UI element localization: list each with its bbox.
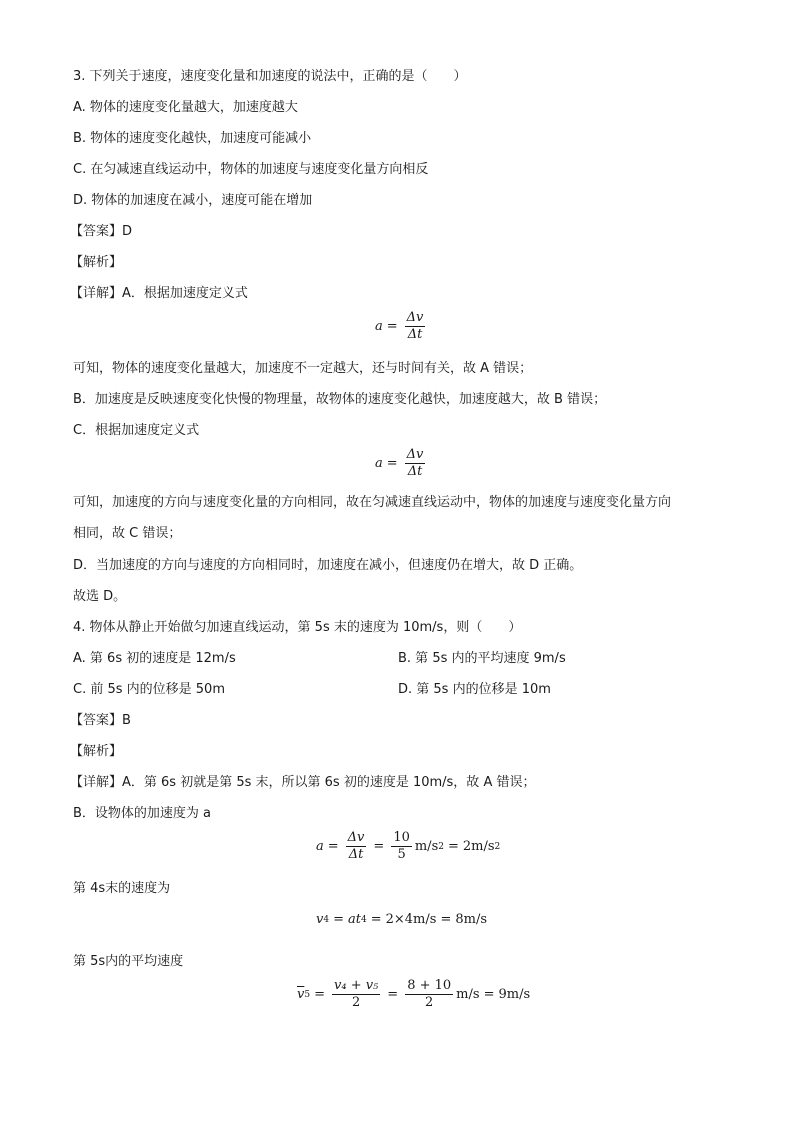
q3-detail-d: D．当加速度的方向与速度的方向相同时，加速度在减小，但速度仍在增大，故 D 正确。 — [73, 558, 583, 573]
formula-accel-def-2: a = $\frac{\Delta v}{\Delta t}$ — [375, 447, 424, 479]
formula-accel-def-1: a = $\frac{\Delta v}{\Delta t}$ — [375, 310, 424, 342]
formula-v4: v 4 = at 4 = 2×4m/s = 8m/s — [316, 912, 488, 927]
q3-answer: 【答案】D — [70, 224, 133, 239]
q3-conclude-c-line1: 可知，加速度的方向与速度变化量的方向相同，故在匀减速直线运动中，物体的加速度与速度变化量方向 — [73, 495, 672, 510]
q3-stem: 3. 下列关于速度，速度变化量和加速度的说法中，正确的是（ ） — [73, 69, 467, 84]
q4-analysis-label: 【解析】 — [70, 744, 123, 759]
q4-text-v4: 第 4s末的速度为 — [73, 881, 171, 896]
q4-detail-b: B．设物体的加速度为 a — [73, 806, 212, 821]
q4-option-c: C. 前 5s 内的位移是 50m — [73, 682, 225, 697]
q4-stem: 4. 物体从静止开始做匀加速直线运动，第 5s 末的速度为 10m/s，则（ ） — [73, 620, 522, 635]
q4-option-d: D. 第 5s 内的位移是 10m — [398, 682, 551, 697]
q4-detail-a: 【详解】A．第 6s 初就是第 5s 末，所以第 6s 初的速度是 10m/s，故 A 错误； — [70, 775, 536, 790]
formula-accel-calc: a = $\frac{\Delta v}{\Delta t}$ = $\frac{10}{5}$ m/s 2 = 2m/s 2 — [316, 830, 501, 862]
q4-text-avg: 第 5s内的平均速度 — [73, 954, 184, 969]
formula-avg-velocity: $\overline{v}$ 5 = $\frac{\text{v₄ + v₅}}{2}$ = $\frac{8 + 10}{2}$ m/s = 9m/s — [297, 978, 531, 1010]
q3-option-d: D. 物体的加速度在减小，速度可能在增加 — [73, 193, 313, 208]
q3-detail-b: B．加速度是反映速度变化快慢的物理量，故物体的速度变化越快，加速度越大，故 B 错误； — [73, 392, 607, 407]
q4-option-b: B. 第 5s 内的平均速度 9m/s — [398, 651, 566, 666]
q4-option-a: A. 第 6s 初的速度是 12m/s — [73, 651, 236, 666]
q3-option-c: C. 在匀减速直线运动中，物体的加速度与速度变化量方向相反 — [73, 162, 429, 177]
q3-conclude-c-line2: 相同，故 C 错误； — [73, 526, 182, 541]
q3-detail-c: C．根据加速度定义式 — [73, 423, 200, 438]
q4-answer: 【答案】B — [70, 713, 131, 728]
q3-option-a: A. 物体的速度变化量越大，加速度越大 — [73, 100, 298, 115]
q3-detail-a: 【详解】A．根据加速度定义式 — [70, 286, 248, 301]
q3-choose: 故选 D。 — [73, 589, 127, 604]
q3-conclude-a: 可知，物体的速度变化量越大，加速度不一定越大，还与时间有关，故 A 错误； — [73, 361, 533, 376]
q3-analysis-label: 【解析】 — [70, 255, 123, 270]
q3-option-b: B. 物体的速度变化越快，加速度可能减小 — [73, 131, 312, 146]
